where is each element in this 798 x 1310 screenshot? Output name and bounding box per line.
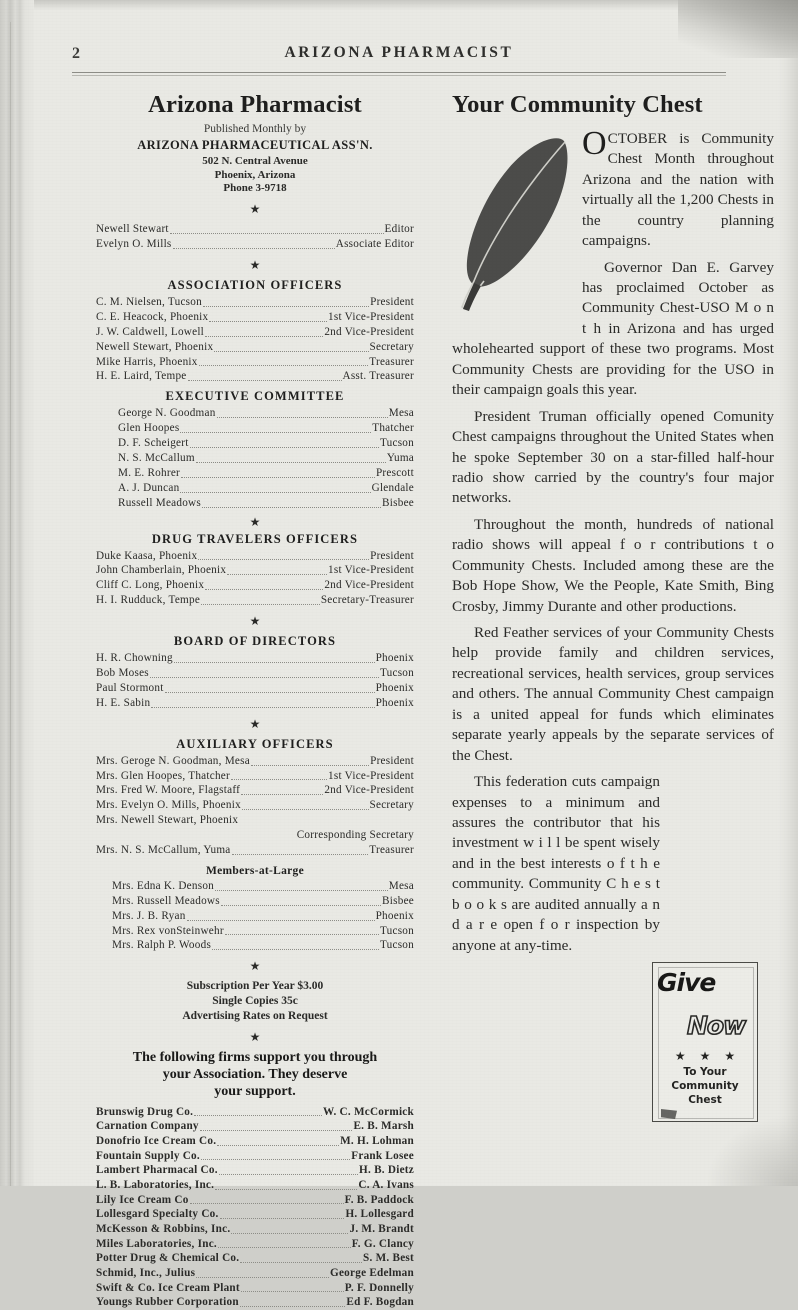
officer-role: 2nd Vice-President xyxy=(324,784,414,797)
officer-role: Treasurer xyxy=(369,844,414,857)
officer-role: 2nd Vice-President xyxy=(324,325,414,338)
member-city: Phoenix xyxy=(375,909,414,922)
scan-gutter-artifact xyxy=(0,0,34,1186)
officer-role: President xyxy=(370,754,414,767)
article-paragraph-5: Red Feather services of your Community Chests help provide family and children services, recreational services, health services, group services and others. The annual Community Chest campaign is a united appeal for funds which eliminates separate yearly appeals by the separate services of the Chest. xyxy=(452,624,774,764)
member-name: D. F. Scheigert xyxy=(118,437,189,450)
officer-role: Secretary xyxy=(369,799,414,812)
dot-leader xyxy=(201,1150,350,1160)
dot-leader xyxy=(200,1121,353,1131)
director-name: H. E. Sabin xyxy=(96,696,151,709)
officer-role: President xyxy=(370,295,414,308)
dot-leader xyxy=(202,498,381,508)
dot-leader xyxy=(180,483,370,493)
firms-heading-line-1: The following firms support you through xyxy=(132,1050,378,1066)
firm-name: Youngs Rubber Corporation xyxy=(96,1296,239,1309)
firm-name: Swift & Co. Ice Cream Plant xyxy=(96,1281,240,1294)
member-city: Tucson xyxy=(379,939,414,952)
member-name: George N. Goodman xyxy=(118,407,216,420)
published-monthly-label: Published Monthly by xyxy=(203,122,307,135)
dot-leader xyxy=(181,468,375,478)
dot-leader xyxy=(203,297,369,307)
officer-role: 2nd Vice-President xyxy=(324,579,414,592)
list-item xyxy=(96,295,414,310)
list-item xyxy=(96,237,414,252)
officer-role: President xyxy=(370,549,414,562)
executive-committee-list xyxy=(96,406,414,510)
dot-leader xyxy=(231,1224,348,1234)
firm-representative: W. C. McCormick xyxy=(323,1105,414,1118)
red-feather-illustration xyxy=(452,129,574,317)
dot-leader xyxy=(241,1282,344,1292)
dot-leader xyxy=(217,408,388,418)
table-row xyxy=(96,1295,414,1310)
list-item xyxy=(118,481,414,496)
dot-leader xyxy=(201,595,320,605)
officer-role: 1st Vice-President xyxy=(328,310,414,323)
publisher-address xyxy=(96,155,414,196)
director-name: H. R. Chowning xyxy=(96,652,173,665)
firm-representative: F. G. Clancy xyxy=(351,1237,414,1250)
member-name: Glen Hoopes xyxy=(118,422,180,435)
supporting-firms-list xyxy=(96,1105,414,1310)
article-paragraph-4: Throughout the month, hundreds of national radio shows will appeal f o r contributions t o Community Chests. Included among these are the Bob Hope Show, We the People, Kate Smith, Bing Crosby, Jimmy Durante and other productions. xyxy=(452,515,774,615)
corresponding-secretary-name: Mrs. Newell Stewart, Phoenix xyxy=(96,814,239,827)
officer-name: C. E. Heacock, Phoenix xyxy=(96,310,209,323)
drop-cap: O xyxy=(582,124,607,162)
list-item xyxy=(118,436,414,451)
director-city: Phoenix xyxy=(375,652,414,665)
firm-name: Schmid, Inc., Julius xyxy=(96,1266,196,1279)
director-city: Tucson xyxy=(379,667,414,679)
firm-name: Donofrio Ice Cream Co. xyxy=(96,1134,217,1147)
give-now-advertisement xyxy=(652,962,758,1122)
scan-gutter-line xyxy=(10,22,11,1186)
address-street: 502 N. Central Avenue xyxy=(202,154,308,167)
dot-leader xyxy=(170,224,384,234)
auxiliary-officers-list xyxy=(96,754,414,858)
list-item xyxy=(112,938,414,953)
firm-name: Lollesgard Specialty Co. xyxy=(96,1208,219,1221)
feather-icon xyxy=(452,131,574,317)
scan-bottom-corner-shadow xyxy=(708,1116,798,1186)
firm-name: McKesson & Robbins, Inc. xyxy=(96,1222,231,1235)
officer-role: Secretary xyxy=(369,340,414,353)
ad-tagline-line-1: To Your xyxy=(683,1066,727,1078)
member-name: N. S. McCallum xyxy=(118,451,195,464)
dot-leader xyxy=(215,1180,357,1190)
dot-leader xyxy=(150,668,379,678)
list-item xyxy=(96,681,414,696)
member-city: Tucson xyxy=(379,924,414,937)
list-item xyxy=(96,843,414,858)
dot-leader xyxy=(199,356,369,366)
officer-role: 1st Vice-President xyxy=(328,564,414,577)
list-item xyxy=(118,421,414,436)
officer-name: Mrs. Fred W. Moore, Flagstaff xyxy=(96,784,241,797)
firm-representative: F. B. Paddock xyxy=(344,1193,414,1206)
list-item xyxy=(96,578,414,593)
dot-leader xyxy=(174,653,375,663)
list-item xyxy=(96,666,414,681)
dot-leader xyxy=(198,550,369,560)
firms-heading-line-3: your support. xyxy=(214,1083,296,1099)
dot-leader xyxy=(217,1136,339,1146)
dot-leader xyxy=(219,1165,358,1175)
star-divider: ★ xyxy=(249,257,261,272)
director-city: Phoenix xyxy=(375,681,414,694)
dot-leader xyxy=(151,698,374,708)
dot-leader xyxy=(190,438,379,448)
firm-name: L. B. Laboratories, Inc. xyxy=(96,1178,215,1191)
firm-representative: C. A. Ivans xyxy=(358,1178,414,1191)
address-phone: Phone 3-9718 xyxy=(223,182,287,195)
firm-representative: P. F. Donnelly xyxy=(344,1281,414,1294)
dot-leader xyxy=(220,1209,345,1219)
dot-leader xyxy=(240,1297,346,1307)
subscription-per-year: Subscription Per Year $3.00 xyxy=(186,980,324,993)
dot-leader xyxy=(227,565,327,575)
list-item xyxy=(96,754,414,769)
member-city: Mesa xyxy=(388,407,414,420)
ad-tagline-line-3: Chest xyxy=(688,1094,722,1107)
officer-name: Mrs. N. S. McCallum, Yuma xyxy=(96,844,231,857)
article-title: Your Community Chest xyxy=(452,91,703,118)
firm-representative: H. B. Dietz xyxy=(359,1164,414,1177)
dot-leader xyxy=(205,327,323,337)
officer-role: 1st Vice-President xyxy=(328,769,414,782)
list-item xyxy=(96,798,414,813)
list-item xyxy=(112,909,414,924)
list-item xyxy=(118,406,414,421)
list-item xyxy=(96,369,414,384)
section-heading-association-officers: ASSOCIATION OFFICERS xyxy=(167,277,343,292)
firm-representative: E. B. Marsh xyxy=(353,1120,414,1133)
association-officers-list xyxy=(96,295,414,384)
article-paragraph-2: Governor Dan E. Garvey has proclaimed October as Community Chest-USO M o n t h in Arizona and has urged wholehearted support of these two programs. Most Community Chests are providing for the USO in their campaign goals this year. xyxy=(452,258,774,399)
editor-role: Associate Editor xyxy=(335,238,414,251)
ad-now-headline: Now xyxy=(687,1011,746,1040)
dot-leader xyxy=(196,453,386,463)
board-of-directors-list xyxy=(96,651,414,711)
ad-give-headline: Give xyxy=(657,968,716,997)
star-divider: ★ xyxy=(249,514,261,529)
table-row xyxy=(96,1178,414,1193)
dot-leader xyxy=(188,371,342,381)
firm-name: Fountain Supply Co. xyxy=(96,1149,200,1162)
list-item xyxy=(96,325,414,340)
officer-name: Mrs. Glen Hoopes, Thatcher xyxy=(96,769,230,782)
list-item xyxy=(96,563,414,578)
running-head: ARIZONA PHARMACIST xyxy=(284,44,514,61)
list-item xyxy=(112,879,414,894)
dot-leader xyxy=(231,770,327,780)
firm-name: Carnation Company xyxy=(96,1120,199,1133)
publisher-organization: ARIZONA PHARMACEUTICAL ASS'N. xyxy=(137,137,373,152)
article-paragraph-6: This federation cuts campaign expenses to a minimum and assures the contributor that his investment w i l l be spent wisely and in the best interests o f t h e community. Community C h e s t b o o k s are audited annually a n d a r e open f o r inspection by anyone at any-time. xyxy=(452,773,660,954)
member-city: Prescott xyxy=(375,466,414,479)
scan-right-edge-artifact xyxy=(778,0,798,1186)
list-item xyxy=(96,651,414,666)
dot-leader xyxy=(194,1106,322,1116)
dot-leader xyxy=(225,925,379,935)
page-number: 2 xyxy=(72,45,80,62)
editor-role: Editor xyxy=(384,223,414,236)
list-item xyxy=(96,310,414,325)
header-rule xyxy=(72,72,726,76)
section-heading-drug-travelers: DRUG TRAVELERS OFFICERS xyxy=(151,531,359,546)
dot-leader xyxy=(240,1253,362,1263)
section-heading-auxiliary-officers: AUXILIARY OFFICERS xyxy=(176,736,334,751)
member-city: Glendale xyxy=(371,481,414,494)
star-divider: ★ xyxy=(249,716,261,731)
dot-leader xyxy=(173,239,335,249)
article-paragraph-3: President Truman officially opened Comunity Chest campaigns throughout the United States when he spoke September 30 on a star-filled half-hour radio show carried by the country's four major networks. xyxy=(452,407,774,507)
dot-leader xyxy=(218,1238,351,1248)
list-item xyxy=(118,466,414,481)
dot-leader xyxy=(242,800,369,810)
officer-role: Treasurer xyxy=(369,355,414,368)
table-row xyxy=(96,1134,414,1149)
editors-list xyxy=(96,222,414,252)
officer-name: Mrs. Evelyn O. Mills, Phoenix xyxy=(96,799,241,812)
member-city: Mesa xyxy=(388,879,414,892)
drug-travelers-list xyxy=(96,549,414,609)
dot-leader xyxy=(221,896,381,906)
member-city: Yuma xyxy=(386,451,414,464)
star-divider: ★ xyxy=(249,202,261,217)
firm-name: Miles Laboratories, Inc. xyxy=(96,1237,217,1250)
table-row xyxy=(96,1105,414,1120)
officer-name: H. I. Rudduck, Tempe xyxy=(96,594,201,607)
editor-name: Evelyn O. Mills xyxy=(96,238,172,251)
firm-representative: M. H. Lohman xyxy=(340,1134,414,1147)
firm-name: Potter Drug & Chemical Co. xyxy=(96,1252,240,1265)
officer-name: H. E. Laird, Tempe xyxy=(96,370,187,383)
table-row xyxy=(96,1281,414,1296)
dot-leader xyxy=(190,1194,344,1204)
table-row xyxy=(96,1149,414,1164)
star-divider: ★ xyxy=(249,1030,261,1045)
table-row xyxy=(96,1251,414,1266)
list-item xyxy=(96,222,414,237)
list-item xyxy=(112,894,414,909)
officer-name: John Chamberlain, Phoenix xyxy=(96,564,227,577)
firm-representative: J. M. Brandt xyxy=(349,1222,414,1235)
director-name: Bob Moses xyxy=(96,667,149,679)
list-item xyxy=(96,769,414,784)
firm-representative: Frank Losee xyxy=(351,1149,414,1162)
firm-name: Lily Ice Cream Co xyxy=(96,1193,189,1206)
table-row xyxy=(96,1119,414,1134)
member-name: A. J. Duncan xyxy=(118,481,180,494)
dot-leader xyxy=(214,342,368,352)
list-item xyxy=(96,783,414,798)
ad-stars: ★★★ xyxy=(674,1049,750,1063)
table-row xyxy=(96,1193,414,1208)
member-city: Bisbee xyxy=(382,496,414,509)
member-name: Mrs. Russell Meadows xyxy=(112,894,220,907)
star-divider: ★ xyxy=(249,614,261,629)
list-item xyxy=(118,451,414,466)
firm-name: Brunswig Drug Co. xyxy=(96,1105,194,1118)
officer-name: J. W. Caldwell, Lowell xyxy=(96,325,205,338)
ad-tagline-line-2: Community xyxy=(671,1080,739,1093)
member-city: Bisbee xyxy=(382,894,414,907)
officer-name: Newell Stewart, Phoenix xyxy=(96,340,214,353)
officer-role: Secretary-Treasurer xyxy=(320,594,414,607)
supporting-firms-heading xyxy=(96,1050,414,1100)
dot-leader xyxy=(251,756,369,766)
table-row xyxy=(96,1207,414,1222)
subscription-info xyxy=(96,979,414,1024)
table-row xyxy=(96,1163,414,1178)
dot-leader xyxy=(232,845,369,855)
advertising-rates: Advertising Rates on Request xyxy=(182,1010,328,1023)
star-divider: ★ xyxy=(249,959,261,974)
officer-name: C. M. Nielsen, Tucson xyxy=(96,295,202,308)
member-name: Russell Meadows xyxy=(118,496,201,509)
corresponding-secretary-role: Corresponding Secretary xyxy=(296,829,414,842)
member-city: Tucson xyxy=(379,437,414,450)
member-name: M. E. Rohrer xyxy=(118,466,181,479)
officer-role: Asst. Treasurer xyxy=(342,370,414,383)
list-item xyxy=(96,340,414,355)
table-row xyxy=(96,1222,414,1237)
list-item xyxy=(96,696,414,711)
masthead-title: Arizona Pharmacist xyxy=(148,91,362,118)
firm-representative: S. M. Best xyxy=(363,1252,414,1265)
dot-leader xyxy=(241,785,323,795)
dot-leader xyxy=(187,911,375,921)
firm-representative: George Edelman xyxy=(330,1266,414,1279)
member-name: Mrs. Ralph P. Woods xyxy=(112,939,212,952)
single-copy-price: Single Copies 35c xyxy=(212,995,298,1008)
ad-tagline xyxy=(653,1065,757,1108)
address-city: Phoenix, Arizona xyxy=(214,168,296,181)
dot-leader xyxy=(209,312,327,322)
member-name: Mrs. J. B. Ryan xyxy=(112,909,186,922)
paragraph-1-text: CTOBER is Community Chest Month throughout Arizona and the nation with virtually all the 1,200 Chests in the country planning campaigns. xyxy=(582,129,774,250)
dot-leader xyxy=(205,580,323,590)
dot-leader xyxy=(212,940,379,950)
editor-name: Newell Stewart xyxy=(96,223,169,236)
firm-name: Lambert Pharmacal Co. xyxy=(96,1164,218,1177)
director-city: Phoenix xyxy=(375,696,414,709)
section-heading-executive-committee: EXECUTIVE COMMITTEE xyxy=(165,389,345,404)
members-at-large-list xyxy=(96,879,414,953)
firm-representative: Ed F. Bogdan xyxy=(346,1296,414,1309)
officer-name: Duke Kaasa, Phoenix xyxy=(96,549,198,562)
masthead-column xyxy=(96,92,414,1310)
member-city: Thatcher xyxy=(372,422,414,435)
firms-heading-line-2: your Association. They deserve xyxy=(162,1066,348,1082)
list-item xyxy=(96,355,414,370)
table-row xyxy=(96,1266,414,1281)
list-item xyxy=(112,924,414,939)
member-name: Mrs. Edna K. Denson xyxy=(112,879,215,892)
list-item xyxy=(96,593,414,608)
officer-name: Cliff C. Long, Phoenix xyxy=(96,579,205,592)
table-row xyxy=(96,1237,414,1252)
officer-name: Mike Harris, Phoenix xyxy=(96,355,198,368)
member-name: Mrs. Rex vonSteinwehr xyxy=(112,924,224,937)
section-heading-board-of-directors: BOARD OF DIRECTORS xyxy=(173,634,337,649)
list-item xyxy=(118,496,414,511)
dot-leader xyxy=(196,1268,329,1278)
director-name: Paul Stormont xyxy=(96,681,164,694)
officer-name: Mrs. Geroge N. Goodman, Mesa xyxy=(96,754,250,767)
article-column xyxy=(452,92,774,962)
firm-representative: H. Lollesgard xyxy=(345,1208,414,1221)
dot-leader xyxy=(180,423,371,433)
list-item xyxy=(96,549,414,564)
section-heading-members-at-large: Members-at-Large xyxy=(205,864,305,877)
dot-leader xyxy=(165,683,375,693)
dot-leader xyxy=(215,881,388,891)
